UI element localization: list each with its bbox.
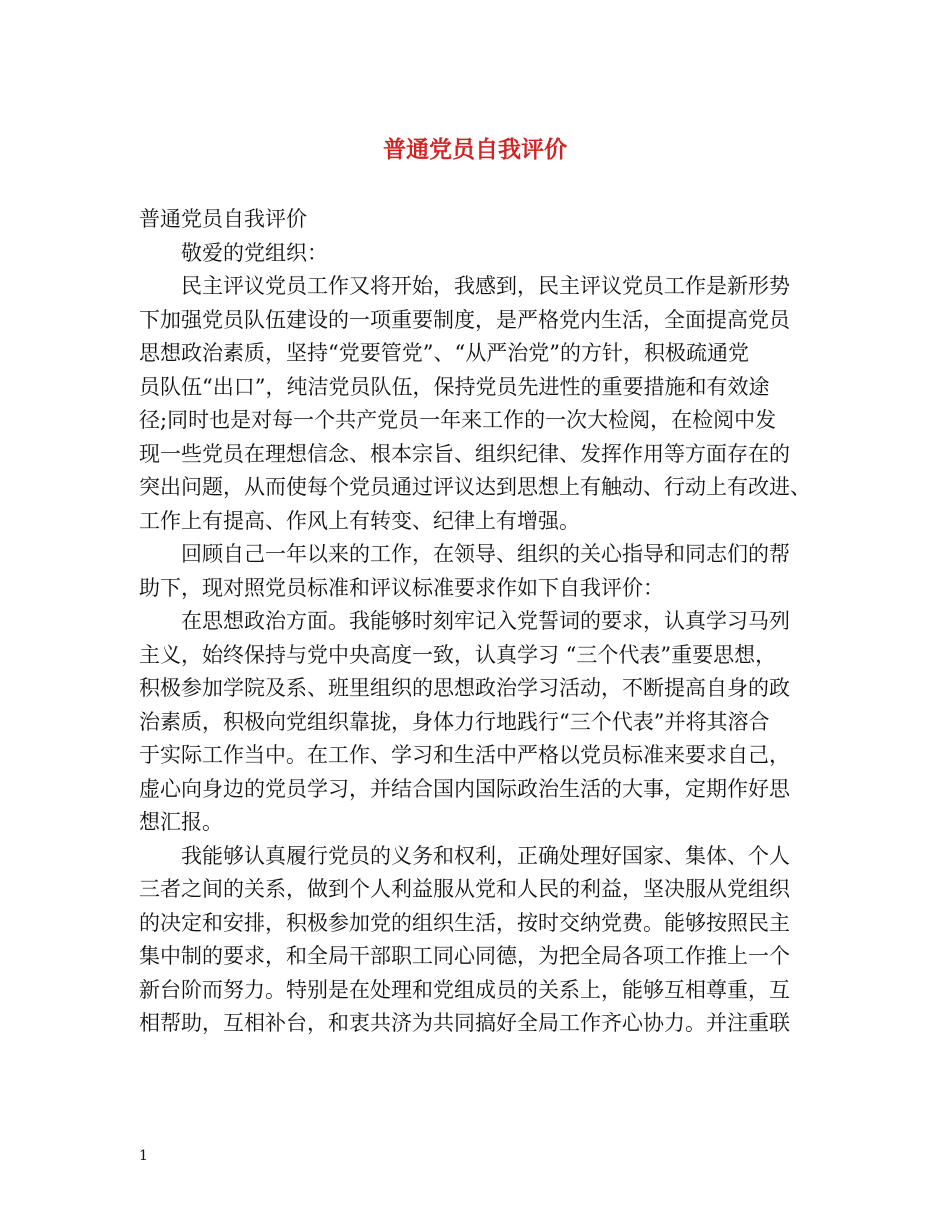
body-line: 下加强党员队伍建设的一项重要制度，是严格党内生活，全面提高党员 (139, 307, 790, 332)
body-line: 现一些党员在理想信念、根本宗旨、组织纪律、发挥作用等方面存在的 (139, 441, 790, 466)
body-line: 员队伍“出口”，纯洁党员队伍，保持党员先进性的重要措施和有效途 (139, 374, 770, 399)
body-line: 的决定和安排，积极参加党的组织生活，按时交纳党费。能够按照民主 (139, 910, 790, 935)
body-line: 虚心向身边的党员学习，并结合国内国际政治生活的大事，定期作好思 (139, 776, 790, 801)
body-line: 助下，现对照党员标准和评议标准要求作如下自我评价： (139, 575, 664, 600)
body-line: 径;同时也是对每一个共产党员一年来工作的一次大检阅，在检阅中发 (139, 408, 777, 432)
body-line: 新台阶而努力。特别是在处理和党组成员的关系上，能够互相尊重，互 (139, 977, 790, 1002)
body-line: 集中制的要求，和全局干部职工同心同德，为把全局各项工作推上一个 (139, 944, 790, 968)
body-line: 突出问题，从而使每个党员通过评议达到思想上有触动、行动上有改进、 (139, 475, 811, 499)
document-body (139, 203, 829, 1041)
body-line: 民主评议党员工作又将开始，我感到，民主评议党员工作是新形势 (139, 274, 790, 298)
body-line: 回顾自己一年以来的工作，在领导、组织的关心指导和同志们的帮 (139, 542, 790, 566)
body-line: 积极参加学院及系、班里组织的思想政治学习活动，不断提高自身的政 (139, 676, 790, 700)
body-line: 于实际工作当中。在工作、学习和生活中严格以党员标准来要求自己， (139, 743, 790, 767)
body-line: 普通党员自我评价 (139, 207, 307, 231)
body-line: 工作上有提高、作风上有转变、纪律上有增强。 (139, 508, 580, 533)
body-line: 在思想政治方面。我能够时刻牢记入党誓词的要求，认真学习马列 (139, 609, 790, 633)
body-line: 我能够认真履行党员的义务和权利，正确处理好国家、集体、个人 (139, 843, 790, 868)
body-line: 想汇报。 (139, 810, 223, 834)
body-line: 三者之间的关系，做到个人利益服从党和人民的利益，坚决服从党组织 (139, 877, 790, 901)
document-title: 普通党员自我评价 (383, 136, 567, 163)
body-line: 治素质，积极向党组织靠拢，身体力行地践行“三个代表”并将其溶合 (139, 709, 770, 734)
body-line: 敬爱的党组织： (139, 240, 328, 265)
body-line: 思想政治素质，坚持“党要管党”、“从严治党”的方针，积极疏通党 (139, 341, 749, 365)
page-number: 1 (139, 1148, 148, 1164)
body-line: 相帮助，互相补台，和衷共济为共同搞好全局工作齐心协力。并注重联 (139, 1011, 790, 1035)
body-line: 主义，始终保持与党中央高度一致，认真学习 “三个代表”重要思想， (139, 642, 777, 667)
